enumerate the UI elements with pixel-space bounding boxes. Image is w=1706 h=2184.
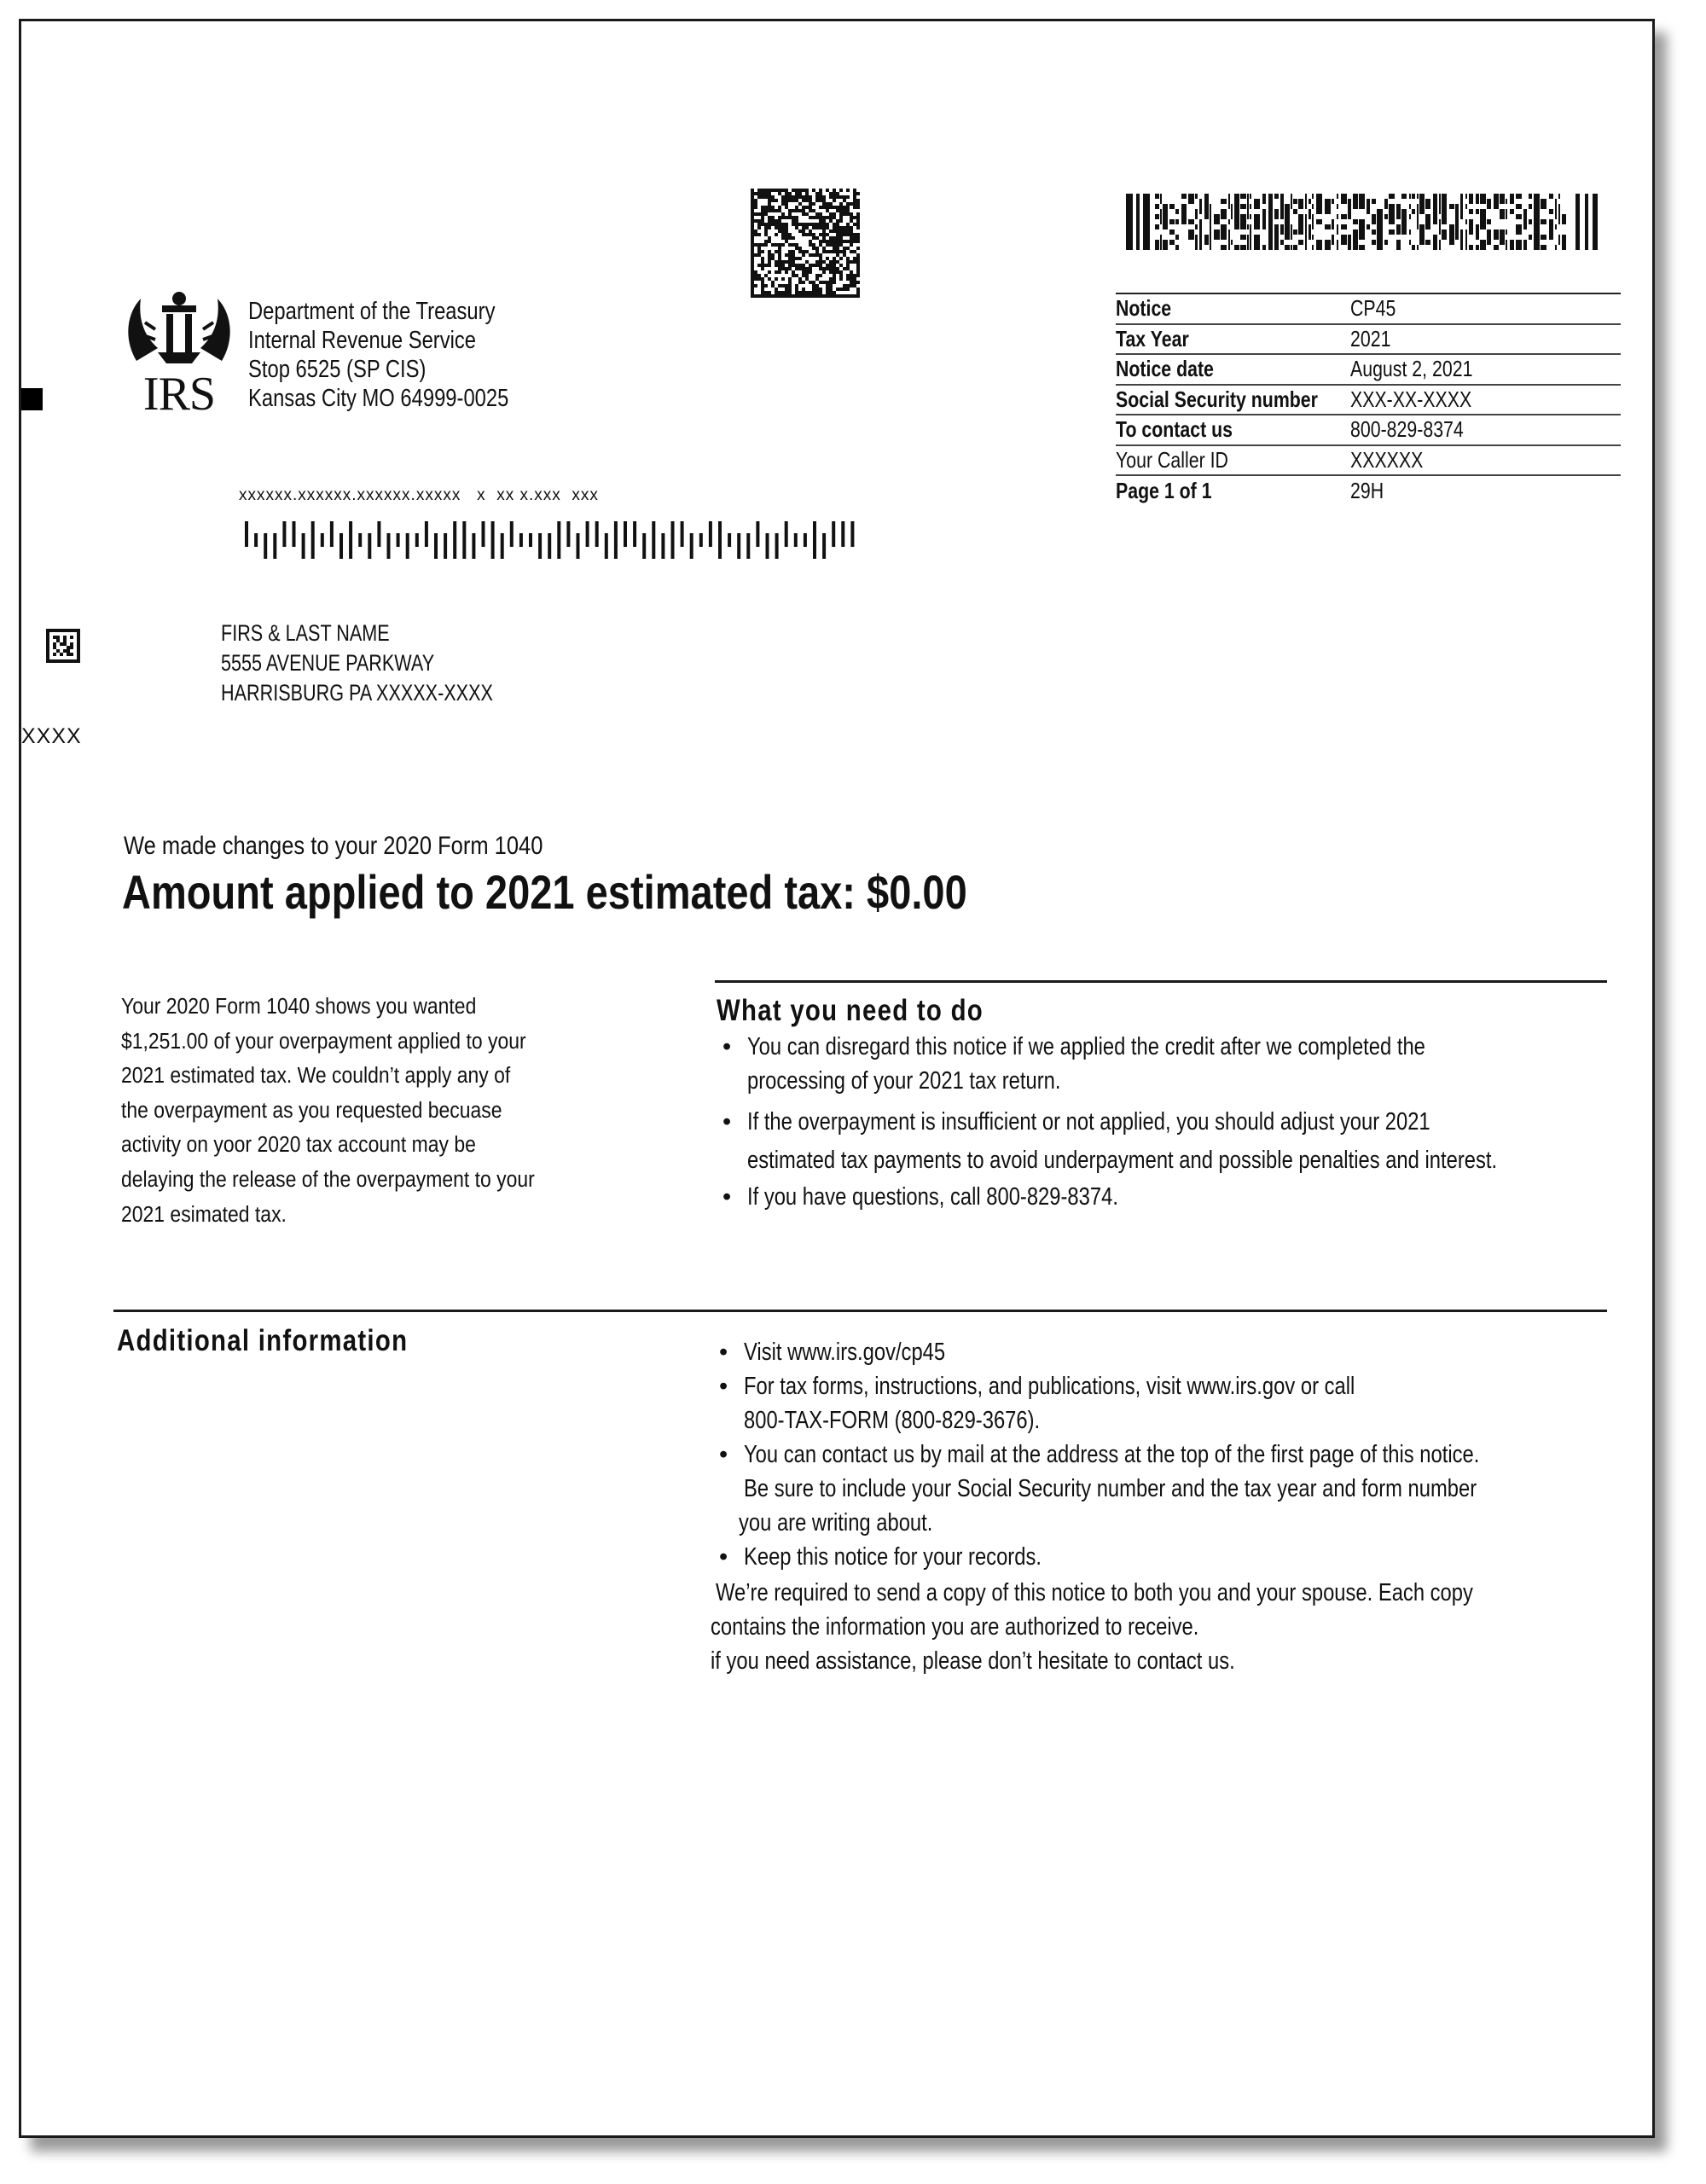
notice-info-table bbox=[1116, 293, 1621, 507]
caller-id-label: Your Caller ID bbox=[1116, 446, 1228, 473]
additional-information-list bbox=[719, 1335, 1641, 1574]
list-item-line: you are writing about. bbox=[739, 1509, 933, 1536]
barcode-icon bbox=[1126, 194, 1598, 250]
list-item bbox=[719, 1369, 1641, 1438]
recipient-address bbox=[221, 619, 561, 708]
tax-year-value: 2021 bbox=[1350, 325, 1391, 351]
list-item bbox=[722, 1103, 1655, 1180]
margin-mark bbox=[21, 388, 43, 410]
explanation-line: 2021 estimated tax. We couldn’t apply any of bbox=[121, 1064, 511, 1089]
explanation-line: the overpayment as you requested becuase bbox=[121, 1098, 502, 1123]
agency-line: Department of the Treasury bbox=[248, 298, 496, 325]
list-item bbox=[719, 1540, 1641, 1574]
postal-barcode-icon bbox=[241, 521, 864, 559]
closing-paragraph bbox=[711, 1576, 1639, 1678]
2d-barcode-icon bbox=[751, 189, 860, 298]
explanation-line: 2021 esimated tax. bbox=[121, 1202, 287, 1227]
recipient-line: 5555 AVENUE PARKWAY bbox=[221, 650, 435, 676]
caller-id-row bbox=[1116, 446, 1621, 477]
caller-id-value: XXXXXX bbox=[1350, 446, 1424, 473]
list-item-line: Be sure to include your Social Security number and the tax year and form number bbox=[744, 1475, 1477, 1502]
list-item-line: • If the overpayment is insufficient or not applied, you should adjust your 2021 bbox=[747, 1108, 1430, 1136]
agency-line: Stop 6525 (SP CIS) bbox=[248, 356, 426, 383]
list-item-line: • You can disregard this notice if we applied the credit after we completed the bbox=[747, 1033, 1425, 1060]
closing-line: if you need assistance, please don’t hesitate to contact us. bbox=[711, 1647, 1235, 1675]
list-item bbox=[719, 1438, 1641, 1540]
section-divider bbox=[715, 980, 1607, 983]
heading-text: Additional information bbox=[117, 1324, 409, 1357]
tax-year-row bbox=[1116, 325, 1621, 356]
list-item-line: 800-TAX-FORM (800-829-3676). bbox=[744, 1407, 1041, 1434]
list-item-line: • For tax forms, instructions, and publications, visit www.irs.gov or call bbox=[744, 1373, 1355, 1400]
closing-line: contains the information you are authorized to receive. bbox=[711, 1613, 1199, 1641]
list-item-line: • Keep this notice for your records. bbox=[744, 1543, 1042, 1571]
section-divider bbox=[113, 1310, 1607, 1312]
explanation-line: $1,251.00 of your overpayment applied to your bbox=[121, 1029, 526, 1054]
recipient-line: FIRS & LAST NAME bbox=[221, 620, 390, 646]
explanation-line: activity on yoor 2020 tax account may be bbox=[121, 1133, 476, 1158]
recipient-line: HARRISBURG PA XXXXX-XXXX bbox=[221, 680, 493, 706]
list-item bbox=[719, 1335, 1641, 1369]
notice-date-value: August 2, 2021 bbox=[1350, 356, 1473, 382]
explanation-line: Your 2020 Form 1040 shows you wanted bbox=[121, 995, 477, 1019]
list-item-line: estimated tax payments to avoid underpayment and possible penalties and interest. bbox=[747, 1147, 1498, 1174]
notice-value: CP45 bbox=[1350, 295, 1396, 322]
list-item-line: • If you have questions, call 800-829-8374. bbox=[747, 1183, 1118, 1211]
routing-code: xxxxxx.xxxxxx.xxxxxx.xxxxx x xx x.xxx xxx bbox=[239, 486, 599, 504]
explanation-line: delaying the release of the overpayment to your bbox=[121, 1167, 535, 1192]
list-item-line: • You can contact us by mail at the address at the top of the first page of this notice. bbox=[744, 1441, 1480, 1468]
list-item-line: • Visit www.irs.gov/cp45 bbox=[744, 1339, 946, 1366]
ssn-row bbox=[1116, 386, 1621, 416]
list-item bbox=[722, 1030, 1655, 1098]
headline-text: Amount applied to 2021 estimated tax: $0.00 bbox=[122, 865, 967, 919]
small-2d-code-icon bbox=[46, 629, 80, 663]
notice-date-row bbox=[1116, 355, 1621, 386]
contact-label: To contact us bbox=[1116, 416, 1233, 443]
page-row bbox=[1116, 476, 1621, 507]
list-item bbox=[722, 1180, 1655, 1214]
notice-page bbox=[19, 19, 1655, 2138]
additional-information-heading bbox=[117, 1324, 463, 1358]
contact-value: 800-829-8374 bbox=[1350, 416, 1464, 443]
heading-text: What you need to do bbox=[717, 994, 984, 1027]
what-you-need-to-do-list bbox=[722, 1030, 1655, 1214]
contact-row bbox=[1116, 415, 1621, 446]
notice-row bbox=[1116, 294, 1621, 325]
eagle-icon bbox=[119, 288, 239, 369]
notice-date-label: Notice date bbox=[1116, 356, 1214, 382]
subtitle-text: We made changes to your 2020 Form 1040 bbox=[124, 832, 543, 860]
explanation-paragraph bbox=[121, 990, 650, 1232]
list-item-line: processing of your 2021 tax return. bbox=[747, 1067, 1061, 1095]
agency-address bbox=[248, 297, 566, 413]
page-label: Page 1 of 1 bbox=[1116, 478, 1212, 504]
tax-year-label: Tax Year bbox=[1116, 325, 1189, 351]
ssn-label: Social Security number bbox=[1116, 386, 1318, 412]
what-you-need-to-do-heading bbox=[717, 994, 1035, 1028]
notice-subtitle bbox=[124, 832, 617, 861]
page-value: 29H bbox=[1350, 478, 1384, 504]
margin-code: XXXX bbox=[21, 724, 82, 748]
logo-text: IRS bbox=[142, 368, 216, 421]
ssn-value: XXX-XX-XXXX bbox=[1350, 386, 1472, 412]
irs-logo bbox=[119, 288, 239, 433]
agency-line: Internal Revenue Service bbox=[248, 327, 477, 354]
notice-headline bbox=[122, 864, 1128, 920]
closing-line: We’re required to send a copy of this notice to both you and your spouse. Each copy bbox=[716, 1579, 1473, 1606]
notice-label: Notice bbox=[1116, 295, 1172, 322]
agency-line: Kansas City MO 64999-0025 bbox=[248, 385, 509, 412]
